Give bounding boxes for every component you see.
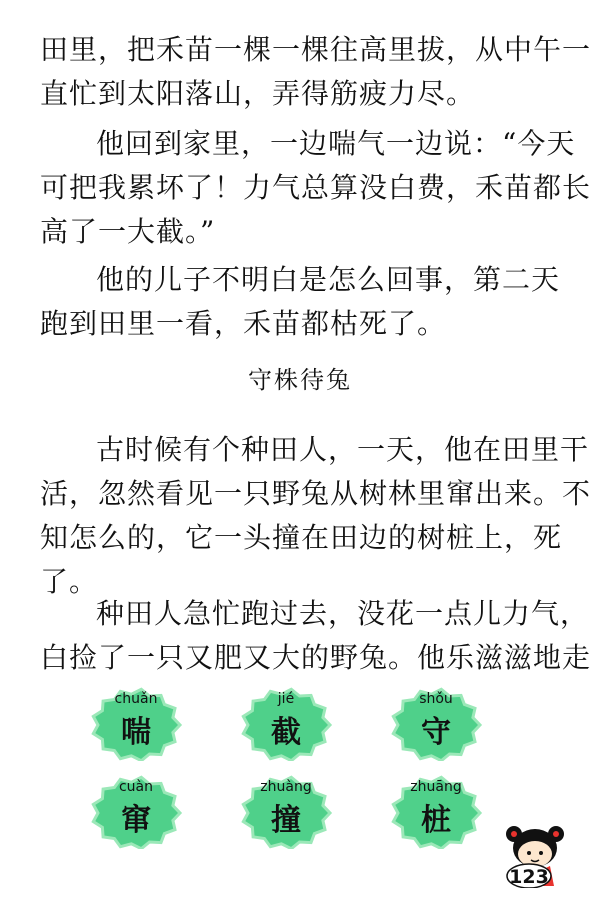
text-line: 种田人急忙跑过去，没花一点儿力气， (96, 597, 590, 630)
vocab-character: 桩 (421, 803, 451, 838)
vocab-character: 喘 (121, 715, 151, 750)
paragraph-3 (40, 258, 560, 346)
vocabulary-grid (90, 685, 510, 855)
vocab-card (90, 773, 182, 849)
paragraph-5 (40, 592, 592, 680)
vocab-pinyin: cuàn (118, 779, 154, 795)
paragraph-2 (40, 122, 592, 254)
vocab-card (90, 685, 182, 761)
text-line: 他的儿子不明白是怎么回事，第二天 (96, 263, 561, 296)
vocab-character: 截 (271, 715, 301, 750)
vocab-pinyin: jié (277, 691, 295, 707)
text-line: 田里，把禾苗一棵一棵往高里拔，从中午一 (40, 33, 592, 66)
vocab-pinyin: zhuāng (410, 779, 462, 795)
vocab-card (390, 685, 482, 761)
page-number: 123 (509, 866, 549, 888)
vocab-character: 守 (421, 715, 451, 750)
text-line: 白捡了一只又肥又大的野兔。他乐滋滋地走 (40, 641, 592, 674)
text-line: 知怎么的，它一头撞在田边的树桩上，死 (40, 521, 563, 554)
vocab-card (240, 685, 332, 761)
text-line: 他回到家里，一边喘气一边说：“今天 (96, 127, 576, 160)
vocab-card (240, 773, 332, 849)
text-line: 了。 (40, 565, 99, 598)
vocab-character: 撞 (271, 803, 301, 838)
story-title: 守株待兔 (248, 366, 352, 394)
text-line: 活，忽然看见一只野兔从树林里窜出来。不 (40, 477, 592, 510)
vocab-pinyin: zhuàng (260, 779, 312, 795)
text-line: 古时候有个种田人，一天，他在田里干 (96, 433, 590, 466)
vocab-pinyin: chuǎn (114, 691, 158, 707)
vocab-card (390, 773, 482, 849)
text-line: 跑到田里一看，禾苗都枯死了。 (40, 307, 447, 340)
paragraph-1 (40, 28, 592, 116)
text-line: 高了一大截。” (40, 215, 216, 248)
vocab-pinyin: shǒu (419, 691, 453, 707)
text-line: 直忙到太阳落山，弄得筋疲力尽。 (40, 77, 476, 110)
vocab-character: 窜 (121, 803, 151, 838)
text-line: 可把我累坏了！力气总算没白费，禾苗都长 (40, 171, 592, 204)
paragraph-4 (40, 428, 592, 604)
